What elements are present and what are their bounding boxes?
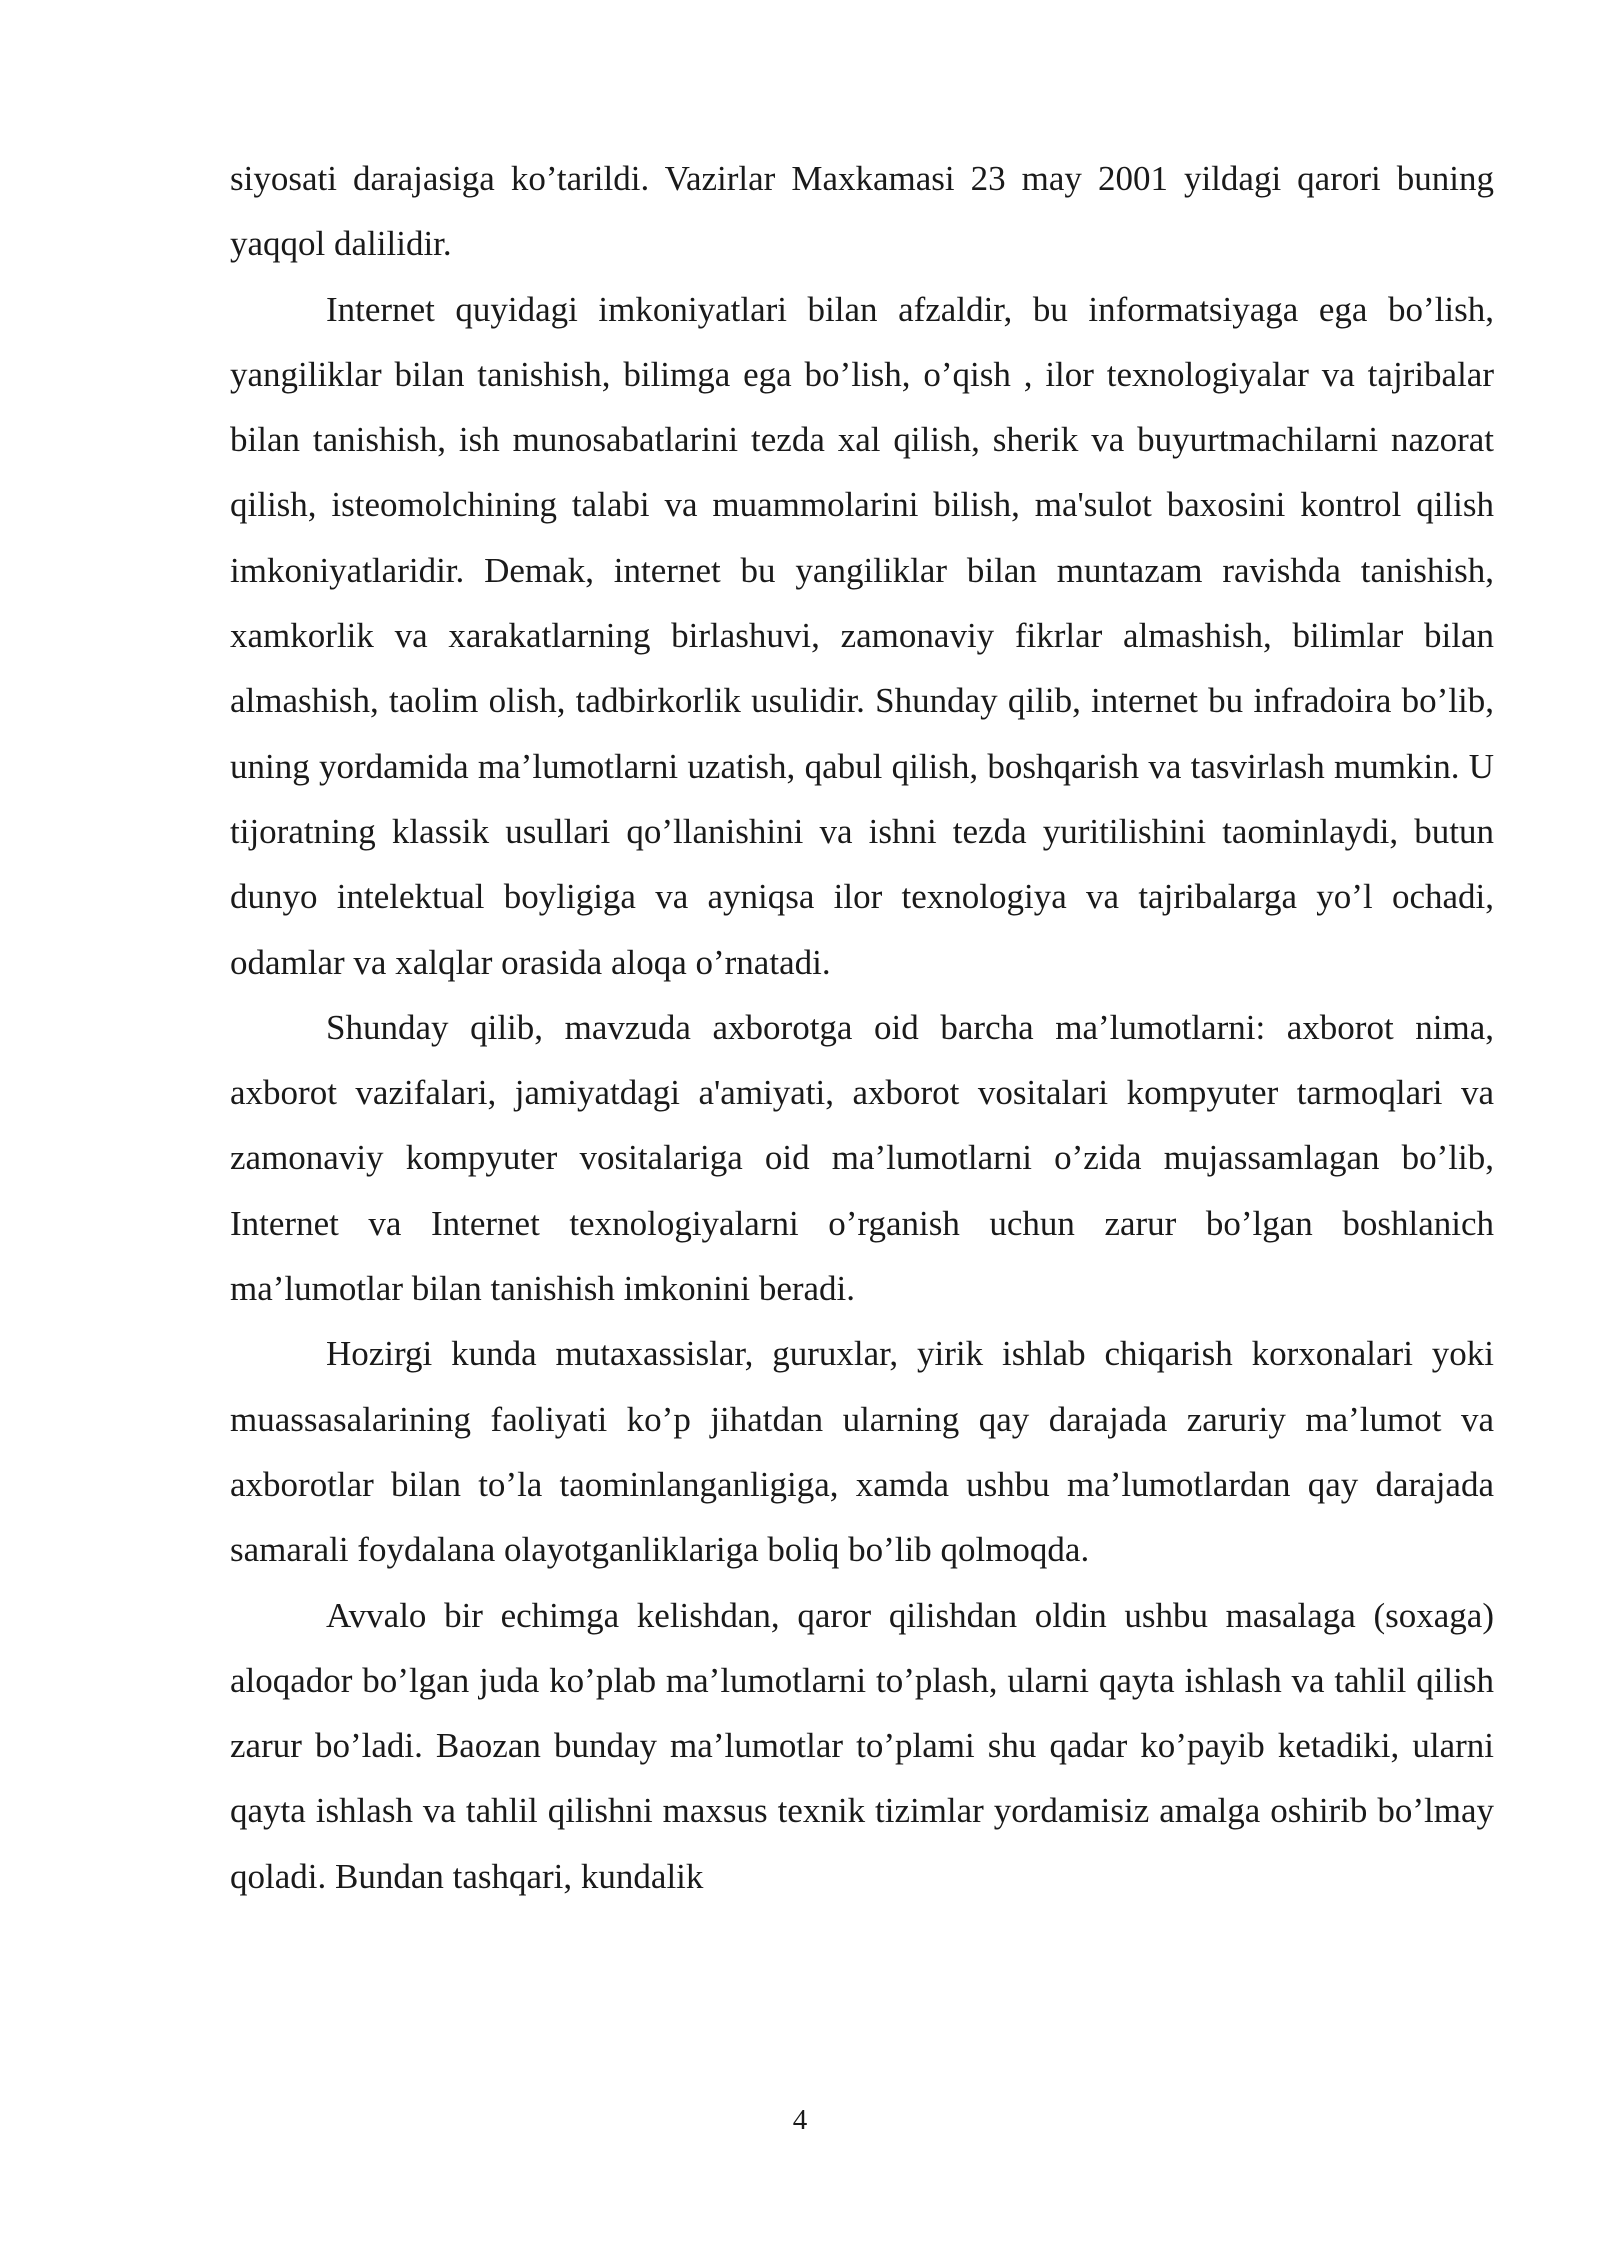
paragraph-decision-making: Avvalo bir echimga kelishdan, qaror qilishdan oldin ushbu masalaga (soxaga) aloqador bo’lgan juda ko’plab ma’lumotlarni to’plash, ularni qayta ishlash va tahlil qilish zarur bo’ladi. Baozan bunday ma’lumotlar to’plami shu qadar ko’payib ketadiki, ularni qayta ishlash va tahlil qilishni maxsus texnik tizimlar yordamisiz amalga oshirib bo’lmay qoladi. Bundan tashqari, kundalik xyxy=(230,1595,1494,1896)
paragraph-internet-benefits: Internet quyidagi imkoniyatlari bilan afzaldir, bu informatsiyaga ega bo’lish, yangiliklar bilan tanishish, bilimga ega bo’lish, o’qish , ilor texnologiyalar va tajribalar bilan tanishish, ish munosabatlarini tezda xal qilish, sherik va buyurtmachilarni nazorat qilish, isteomolchining talabi va muammolarini bilish, ma'sulot baxosini kontrol qilish imkoniyatlaridir. Demak, internet bu yangiliklar bilan muntazam ravishda tanishish, xamkorlik va xarakatlarning birlashuvi, zamonaviy fikrlar almashish, bilimlar bilan almashish, taolim olish, tadbirkorlik usulidir. Shunday qilib, internet bu infradoira bo’lib, uning yordamida ma’lumotlarni uzatish, qabul qilish, boshqarish va tasvirlash mumkin. U tijoratning klassik usullari qo’llanishini va ishni tezda yuritilishini taominlaydi, butun dunyo intelektual boyligiga va ayniqsa ilor texnologiya va tajribalarga yo’l ochadi, odamlar va xalqlar orasida aloqa o’rnatadi. xyxy=(230,289,1494,982)
paragraph-specialists: Hozirgi kunda mutaxassislar, guruxlar, yirik ishlab chiqarish korxonalari yoki muassasalarining faoliyati ko’p jihatdan ularning qay darajada zaruriy ma’lumot va axborotlar bilan to’la taominlanganligiga, xamda ushbu ma’lumotlardan qay darajada samarali foydalana olayotganliklariga boliq bo’lib qolmoqda. xyxy=(230,1334,1494,1570)
page-number: 4 xyxy=(792,2104,808,2136)
document-body xyxy=(230,146,1494,1909)
paragraph-continued: siyosati darajasiga ko’tarildi. Vazirlar Maxkamasi 23 may 2001 yildagi qarori buning yaqqol dalilidir. xyxy=(230,159,1494,264)
paragraph-topic-summary: Shunday qilib, mavzuda axborotga oid barcha ma’lumotlarni: axborot nima, axborot vazifalari, jamiyatdagi a'amiyati, axborot vositalari kompyuter tarmoqlari va zamonaviy kompyuter vositalariga oid ma’lumotlarni o’zida mujassamlagan bo’lib, Internet va Internet texnologiyalarni o’rganish uchun zarur bo’lgan boshlanich ma’lumotlar bilan tanishish imkonini beradi. xyxy=(230,1007,1494,1309)
